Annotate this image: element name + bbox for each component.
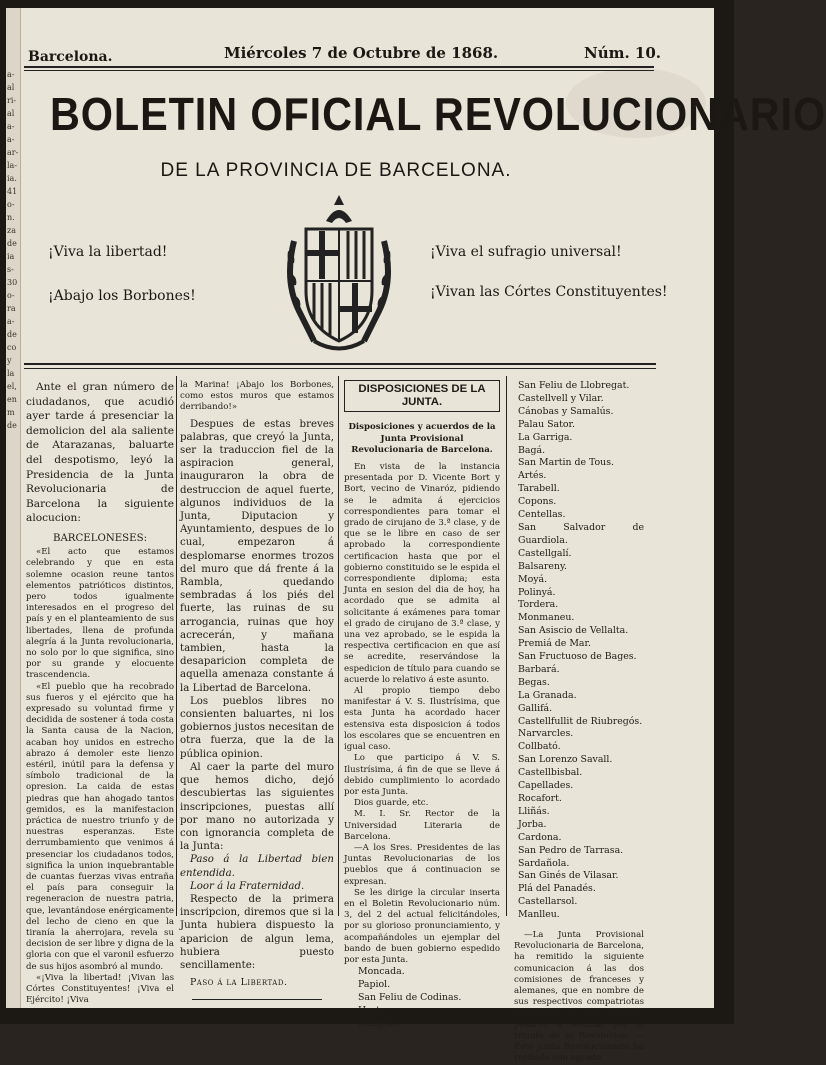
town-list-item: San Fructuoso de Bages. — [518, 651, 637, 663]
town-list-item: La Garriga. — [518, 431, 573, 443]
town-list-item: Barbará. — [518, 663, 560, 675]
town-list-item: San Ginés de Vilasar. — [518, 870, 619, 882]
header-rule-thin — [24, 70, 654, 71]
town-list-item: Castellbisbal. — [518, 767, 583, 779]
town-list-item: Cánobas y Samalús. — [518, 405, 614, 417]
disposition-paragraph-1: En vista de la instancia presentada por D. Vicente Bort y Bort, vecino de Vinaróz, pidiendo se le admita á ejercicios correspondientes para tomar el grado de cirujano de 3.ª clase, y de que se le libre en caso de ser aprobado la correspondiente certificacion hasta que por el gobierno constituido se le espida el correspondiente diploma; esta Junta en sesion del dia de hoy, ha acordado que se admita al solicitante á exámenes para tomar el grado de cirujano de 3.ª clase, y una vez aprobado, se le espida la respectiva certificacion en que así se acredite, reservándose la espedicion de título para cuando se acuerde lo relativo á este asunto. — [344, 462, 500, 685]
column-divider-1 — [176, 376, 177, 916]
town-list-item: San Feliu de Codinas. — [358, 991, 462, 1003]
previous-page-edge — [6, 8, 21, 1008]
article-paragraph-6: Al caer la parte del muro que hemos dicho, dejó descubiertas las siguientes inscripciones, puestas allí por mano no autorizada y con ignorancia completa de la Junta: — [180, 761, 334, 853]
column-4 — [514, 380, 644, 1065]
town-list-item: Castellarsol. — [518, 896, 578, 908]
header-date: Miércoles 7 de Octubre de 1868. — [224, 44, 499, 62]
town-list-item: Palau Sator. — [518, 418, 575, 430]
town-list-item: San Martin de Tous. — [518, 457, 615, 469]
section-subtitle: Disposiciones y acuerdos de la Junta Provisional Revolucionaria de Barcelona. — [348, 422, 496, 455]
article-paragraph-4: Despues de estas breves palabras, que creyó la Junta, ser la traduccion fiel de la aspiracion general, inauguraron la obra de destruccion de aquel fuerte, algunos individuos de la Junta, Diputacion y Ayuntamiento, despues de lo cual, empezaron á desplomarse enormes trozos del muro que dá frente á la Rambla, quedando sembradas á los piés del fuerte, las ruinas de su arrogancia, ruinas que hoy acrecerán, y mañana tambien, hasta la desaparicion completa de aquella amenaza constante á la Libertad de Barcelona. — [180, 418, 334, 694]
town-list-item: Monmaneu. — [518, 612, 575, 624]
town-list-item: Centellas. — [518, 509, 566, 521]
town-list-item: La Granada. — [518, 689, 577, 701]
slogan-right-bottom: ¡Vivan las Córtes Constituyentes! — [430, 284, 668, 300]
communication-paragraph: —La Junta Provisional Revolucionaria de Barcelona, ha remitido la siguiente comunicacion á las dos comisiones de franceses y alemanes, que en nombre de sus respectivos compatriotas residentes en esta Capital, pasaron á felicitar por el triunfo de la Revolucion. — Esta Junta Revolucionaria ha recibido con agrado — [514, 930, 644, 1064]
town-list-item: Cardona. — [518, 831, 562, 843]
slogan-right-top: ¡Viva el sufragio universal! — [430, 244, 622, 260]
inscription-2: Loor á la Fraternidad. — [190, 880, 305, 892]
disposition-paragraph-4: Dios guarde, etc. — [354, 798, 429, 809]
disposition-paragraph-7: Se les dirige la circular inserta en el Boletin Revolucionario núm. 3, del 2 del actual felicitándoles, por su glorioso pronunciamiento, y acompañándoles un ejemplar del bando de buen gobierno espedido por esta Junta. — [344, 887, 500, 965]
masthead-title: BOLETIN OFICIAL REVOLUCIONARIO — [50, 88, 826, 140]
speech-paragraph-1: «El acto que estamos celebrando y que en esta solemne ocasion reune tantos elementos patrióticos distintos, pero todos igualmente interesados en el progreso del país y en el planteamiento de sus libertades, llena de profunda alegría á la Junta revolucionaria, no solo por lo que significa, sino por su grande y elocuente trascendencia. — [26, 547, 174, 681]
town-list-item: Tordera. — [518, 599, 559, 611]
article-paragraph-7: Respecto de la primera inscripcion, diremos que si la Junta hubiera dispuesto la aparicion de algun lema, hubiera puesto sencillamente: — [180, 893, 334, 971]
section-title: DISPOSICIONES DE LA JUNTA. — [344, 380, 500, 412]
section-rule-thin — [24, 368, 656, 369]
town-list-item: Artés. — [518, 470, 547, 482]
slogan-left-top: ¡Viva la libertad! — [48, 244, 168, 260]
town-list-item: San Pedro de Tarrasa. — [518, 844, 624, 856]
town-list-item: Moyá. — [518, 573, 548, 585]
town-list-item: Malgrat. — [358, 1017, 400, 1029]
town-list-item: Horta. — [358, 1004, 389, 1016]
motto: Paso á la Libertad. — [190, 977, 288, 989]
town-list-item: San Feliu de Llobregat. — [518, 380, 630, 391]
town-list-item: Castellvell y Vilar. — [518, 392, 604, 404]
town-list-item: Papiol. — [358, 979, 391, 991]
disposition-paragraph-3: Lo que participo á V. S. Ilustrísima, á fin de que se lleve á debido cumplimiento lo acordado por esta Junta. — [344, 753, 500, 797]
speech-paragraph-3-cont: la Marina! ¡Abajo los Borbones, como estos muros que estamos derribando!» — [180, 380, 334, 413]
town-list-item: Collbató. — [518, 741, 561, 753]
town-list-item: Rocafort. — [518, 793, 562, 804]
town-list-item: Premiá de Mar. — [518, 638, 591, 650]
town-list-item: Plá del Panadés. — [518, 883, 596, 895]
town-list-item: Capellades. — [518, 780, 574, 792]
column-1 — [26, 380, 174, 1006]
disposition-paragraph-5: M. I. Sr. Rector de la Universidad Literaria de Barcelona. — [344, 809, 500, 842]
column-3 — [344, 380, 500, 1031]
header-rule — [24, 66, 654, 68]
town-list-item: San Lorenzo Savall. — [518, 754, 613, 766]
town-list-item: Castellgalí. — [518, 547, 572, 559]
section-rule — [24, 363, 656, 365]
town-list-item: Sardañola. — [518, 857, 570, 869]
town-list-item: Lliñás. — [518, 805, 550, 817]
column-divider-3 — [506, 376, 507, 916]
town-list-item: Jorba. — [518, 818, 547, 830]
column-divider-2 — [338, 376, 339, 916]
town-list-item: Narvarcles. — [518, 728, 574, 740]
article-intro: Ante el gran número de ciudadanos, que acudió ayer tarde á presenciar la demolicion del ala saliente de Atarazanas, baluarte del despotismo, leyó la Presidencia de la Junta Revolucionaria de Barcelona la siguiente alocucion: — [26, 381, 174, 525]
coat-of-arms-icon — [274, 191, 404, 356]
town-list-item: Gallifá. — [518, 702, 553, 714]
town-list-item: Manlleu. — [518, 909, 560, 921]
town-list-item: Moncada. — [358, 966, 405, 978]
inscription-1: Paso á la Libertad bien entendida. — [180, 854, 334, 879]
town-list-item: Balsareny. — [518, 560, 567, 572]
town-list-item: Castellfullit de Riubregós. — [518, 715, 643, 727]
salutation: BARCELONESES: — [52, 532, 148, 544]
article-paragraph-5: Los pueblos libres no consienten baluartes, ni los gobiernos justos necesitan de otra fuerza, que la de la pública opinion. — [180, 695, 334, 760]
town-list-item: Bagá. — [518, 444, 546, 456]
town-list-item: Tarabell. — [518, 483, 560, 495]
disposition-paragraph-6: —A los Sres. Presidentes de las Juntas Revolucionarias de los pueblos que á continuacion se expresan. — [344, 842, 500, 887]
town-list-item: Begas. — [518, 676, 550, 688]
speech-paragraph-3: «¡Viva la libertad! ¡Vivan las Córtes Constituyentes! ¡Viva el Ejército! ¡Viva — [26, 972, 174, 1006]
town-list-item: San Asiscio de Vellalta. — [518, 625, 629, 637]
header-city: Barcelona. — [28, 49, 113, 65]
slogan-left-bottom: ¡Abajo los Borbones! — [48, 288, 196, 304]
town-list-item: San Salvador de Guardiola. — [518, 521, 644, 546]
newspaper-page — [6, 8, 826, 1064]
disposition-paragraph-2: Al propio tiempo debo manifestar á V. S. Ilustrísima, que esta Junta ha acordado hacer estensiva esta disposicion á todos los escolares que se encuentren en igual caso. — [344, 686, 500, 753]
speech-paragraph-2: «El pueblo que ha recobrado sus fueros y el ejército que ha expresado su voluntad firme y decidida de sostener á toda costa la Santa causa de la Nacion, acaban hoy unidos en estrecho abrazo á demoler este lienzo estéril, inútil para la defensa y símbolo tradicional de la opresion. La caida de estas piedras que han ahogado tantos gemidos, es la manifestacion práctica de nuestro triunfo y de nuestras esperanzas. Este derrumbamiento que venimos á presenciar los ciudadanos todos, significa la union inquebrantable de cuantas fuerzas vivas entraña el país para conseguir la regeneracion de nuestra patria, que, levantándose enérgicamente del lecho de cieno en que la tiranía la aherrojara, revela su decision de ser libre y digna de la gloria con que el varonil esfuerzo de sus hijos asombró al mundo. — [26, 681, 174, 972]
masthead-subtitle: DE LA PROVINCIA DE BARCELONA. — [160, 160, 512, 181]
article-end-rule — [192, 999, 322, 1000]
header-issue-number: Núm. 10. — [584, 44, 662, 62]
previous-page-text: a- al ri- al a- a- ar- la- ia. 41 o- n. za de ia s- 30 o- ra a- de co y la el, en m de — [7, 70, 19, 430]
town-list-item: Copons. — [518, 496, 557, 508]
town-list-item: Polinyá. — [518, 586, 556, 598]
column-2 — [180, 380, 334, 1000]
